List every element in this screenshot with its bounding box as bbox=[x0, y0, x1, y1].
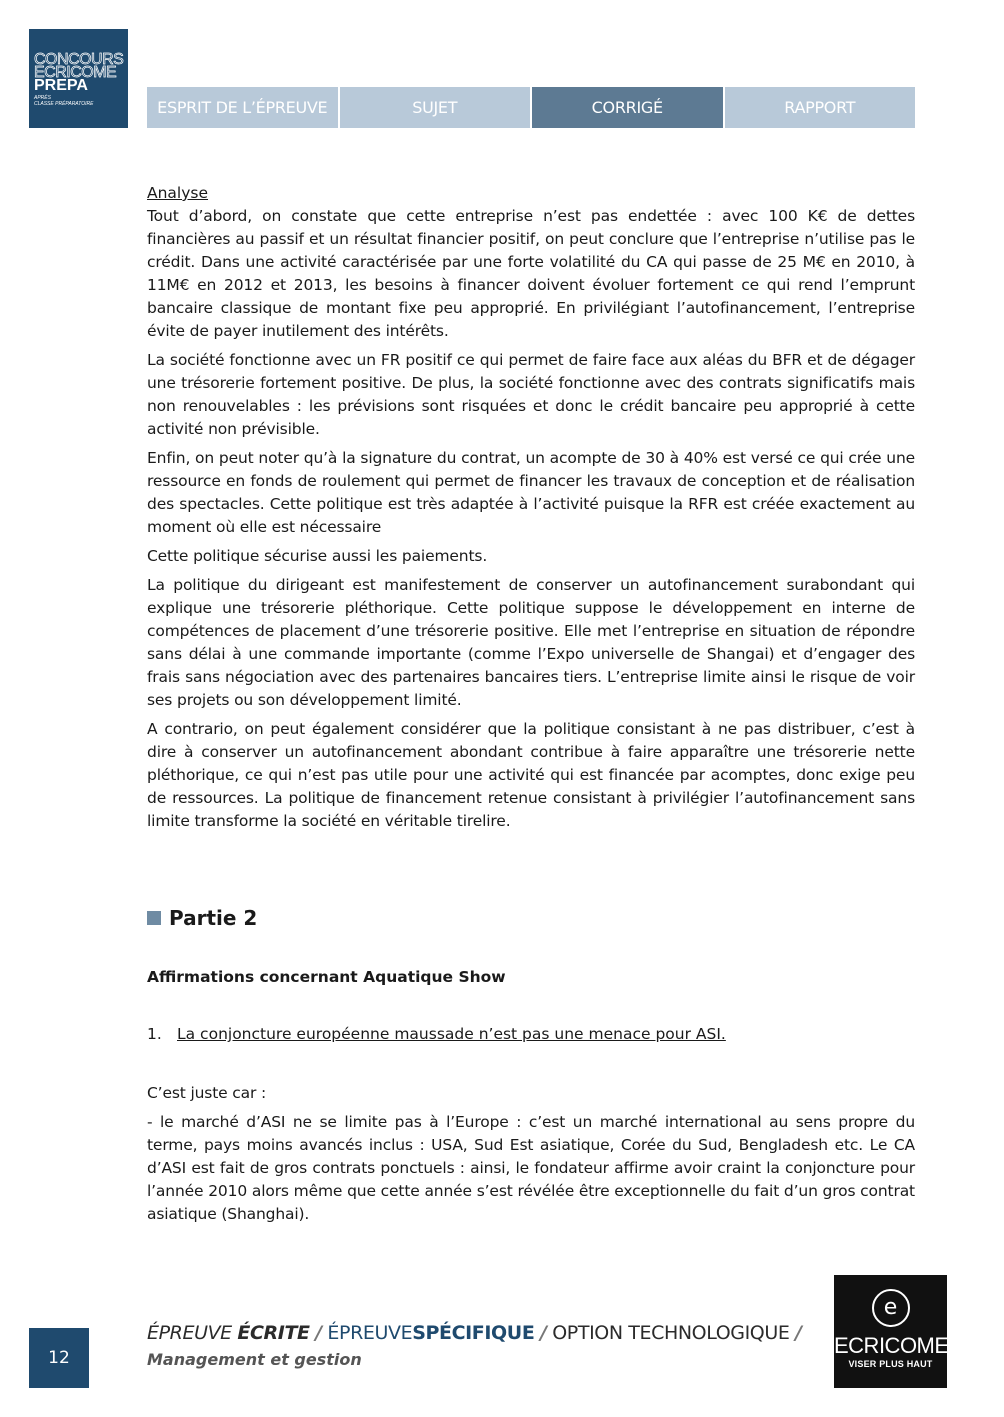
footer-subject: Management et gestion bbox=[147, 1350, 362, 1369]
brand-mark: e bbox=[883, 1295, 898, 1320]
footer-epreuve: ÉPREUVE bbox=[147, 1322, 232, 1344]
square-bullet-icon bbox=[147, 911, 161, 925]
analyse-paragraph: Enfin, on peut noter qu’à la signature du contrat, un acompte de 30 à 40% est versé ce qui crée une ressource en fonds de roulement qui permet de financer les travaux de conception et de réalisation des spectacles. Cette politique est très adaptée à l’activité puisque la RFR est créée exactement au moment où elle est nécessaire bbox=[147, 449, 915, 536]
footer-option: OPTION TECHNOLOGIQUE bbox=[552, 1322, 790, 1344]
ecricome-e-icon bbox=[872, 1289, 910, 1327]
footer-ecrite: ÉCRITE bbox=[237, 1322, 310, 1344]
analyse-heading: Analyse bbox=[147, 184, 209, 202]
answer-text: - le marché d’ASI ne se limite pas à l’Europe : c’est un marché international au sens propre du terme, pays moins avancés inclus : USA, Sud Est asiatique, Corée du Sud, Bengladesh etc. Le CA d’ASI est fait de gros contrats ponctuels : ainsi, le fondateur affirme avoir craint la conjoncture pour l’année 2010 alors même que cette année s’est révélée être exceptionnelle du fait d’un gros contrat asiatique (Shanghai). bbox=[147, 1113, 915, 1223]
tab-esprit-epreuve[interactable]: ESPRIT DE L’ÉPREUVE bbox=[147, 87, 338, 128]
answer-intro: C’est juste car : bbox=[147, 1084, 267, 1102]
affirmation-item-1 bbox=[147, 1025, 726, 1043]
answer-section bbox=[147, 1082, 915, 1232]
logo-line-apres bbox=[34, 95, 128, 107]
item-number: 1. bbox=[147, 1025, 162, 1043]
footer-specifique: SPÉCIFIQUE bbox=[412, 1322, 535, 1344]
footer-epreuve2: ÉPREUVE bbox=[327, 1322, 413, 1344]
page-number: 12 bbox=[29, 1328, 89, 1388]
tab-corrige[interactable]: CORRIGÉ bbox=[532, 87, 723, 128]
concours-logo bbox=[29, 29, 128, 128]
logo-apres: APRÈS bbox=[34, 95, 51, 101]
footer-slash: / bbox=[795, 1322, 802, 1344]
ecricome-logo bbox=[834, 1275, 947, 1388]
footer-slash: / bbox=[315, 1322, 322, 1344]
affirmations-subheading: Affirmations concernant Aquatique Show bbox=[147, 968, 506, 986]
logo-classe-prepa: CLASSE PRÉPARATOIRE bbox=[34, 101, 94, 107]
logo-line-ecricome: ECRICOME bbox=[34, 64, 117, 81]
tab-sujet[interactable]: SUJET bbox=[340, 87, 531, 128]
section-tabs bbox=[147, 87, 915, 128]
logo-line-prepa: PREPA bbox=[34, 77, 88, 94]
footer-title bbox=[147, 1322, 802, 1344]
partie-2-title: Partie 2 bbox=[169, 906, 258, 930]
analyse-paragraph: Cette politique sécurise aussi les paiements. bbox=[147, 547, 488, 565]
brand-name: ECRICOME bbox=[834, 1333, 949, 1358]
logo-line-concours: CONCOURS bbox=[34, 51, 124, 68]
analyse-paragraph: La société fonctionne avec un FR positif ce qui permet de faire face aux aléas du BFR et de dégager une trésorerie fortement positive. De plus, la société fonctionne avec des contrats significatifs mais non renouvelables : les prévisions sont risquées et donc le crédit bancaire peu approprié à cette activité non prévisible. bbox=[147, 351, 915, 438]
tab-rapport[interactable]: RAPPORT bbox=[725, 87, 916, 128]
brand-tagline: VISER PLUS HAUT bbox=[848, 1359, 933, 1369]
analyse-paragraph: Tout d’abord, on constate que cette entreprise n’est pas endettée : avec 100 K€ de dettes financières au passif et un résultat financier positif, on peut conclure que l’entreprise n’utilise pas le crédit. Dans une activité caractérisée par une forte volatilité du CA qui passe de 25 M€ en 2010, à 11M€ en 2012 et 2013, les besoins à financer doivent évoluer fortement ce qui rend l’emprunt bancaire classique de montant fixe peu approprié. En privilégiant l’autofinancement, l’entreprise évite de payer inutilement des intérêts. bbox=[147, 207, 915, 340]
item-text: La conjoncture européenne maussade n’est pas une menace pour ASI. bbox=[177, 1025, 726, 1043]
analyse-paragraph: A contrario, on peut également considérer que la politique consistant à ne pas distribuer, c’est à dire à conserver un autofinancement abondant contribue à faire apparaître une trésorerie nette pléthorique, ce qui n’est pas utile pour une activité qui est financée par acomptes, donc exige peu de ressources. La politique de financement retenue consistant à privilégier l’autofinancement sans limite transforme la société en véritable tirelire. bbox=[147, 720, 915, 830]
footer-slash: / bbox=[540, 1322, 547, 1344]
analyse-section bbox=[147, 182, 915, 839]
analyse-paragraph: La politique du dirigeant est manifestement de conserver un autofinancement surabondant qui explique une trésorerie pléthorique. Cette politique suppose le développement en interne de compétences de placement d’une trésorerie positive. Elle met l’entreprise en situation de répondre sans délai à une commande importante (comme l’Expo universelle de Shangai) et d’engager des frais sans négociation avec des partenaires bancaires tiers. L’entreprise limite ainsi le risque de voir ses projets ou son développement limité. bbox=[147, 576, 915, 709]
partie-2-heading bbox=[147, 906, 257, 930]
